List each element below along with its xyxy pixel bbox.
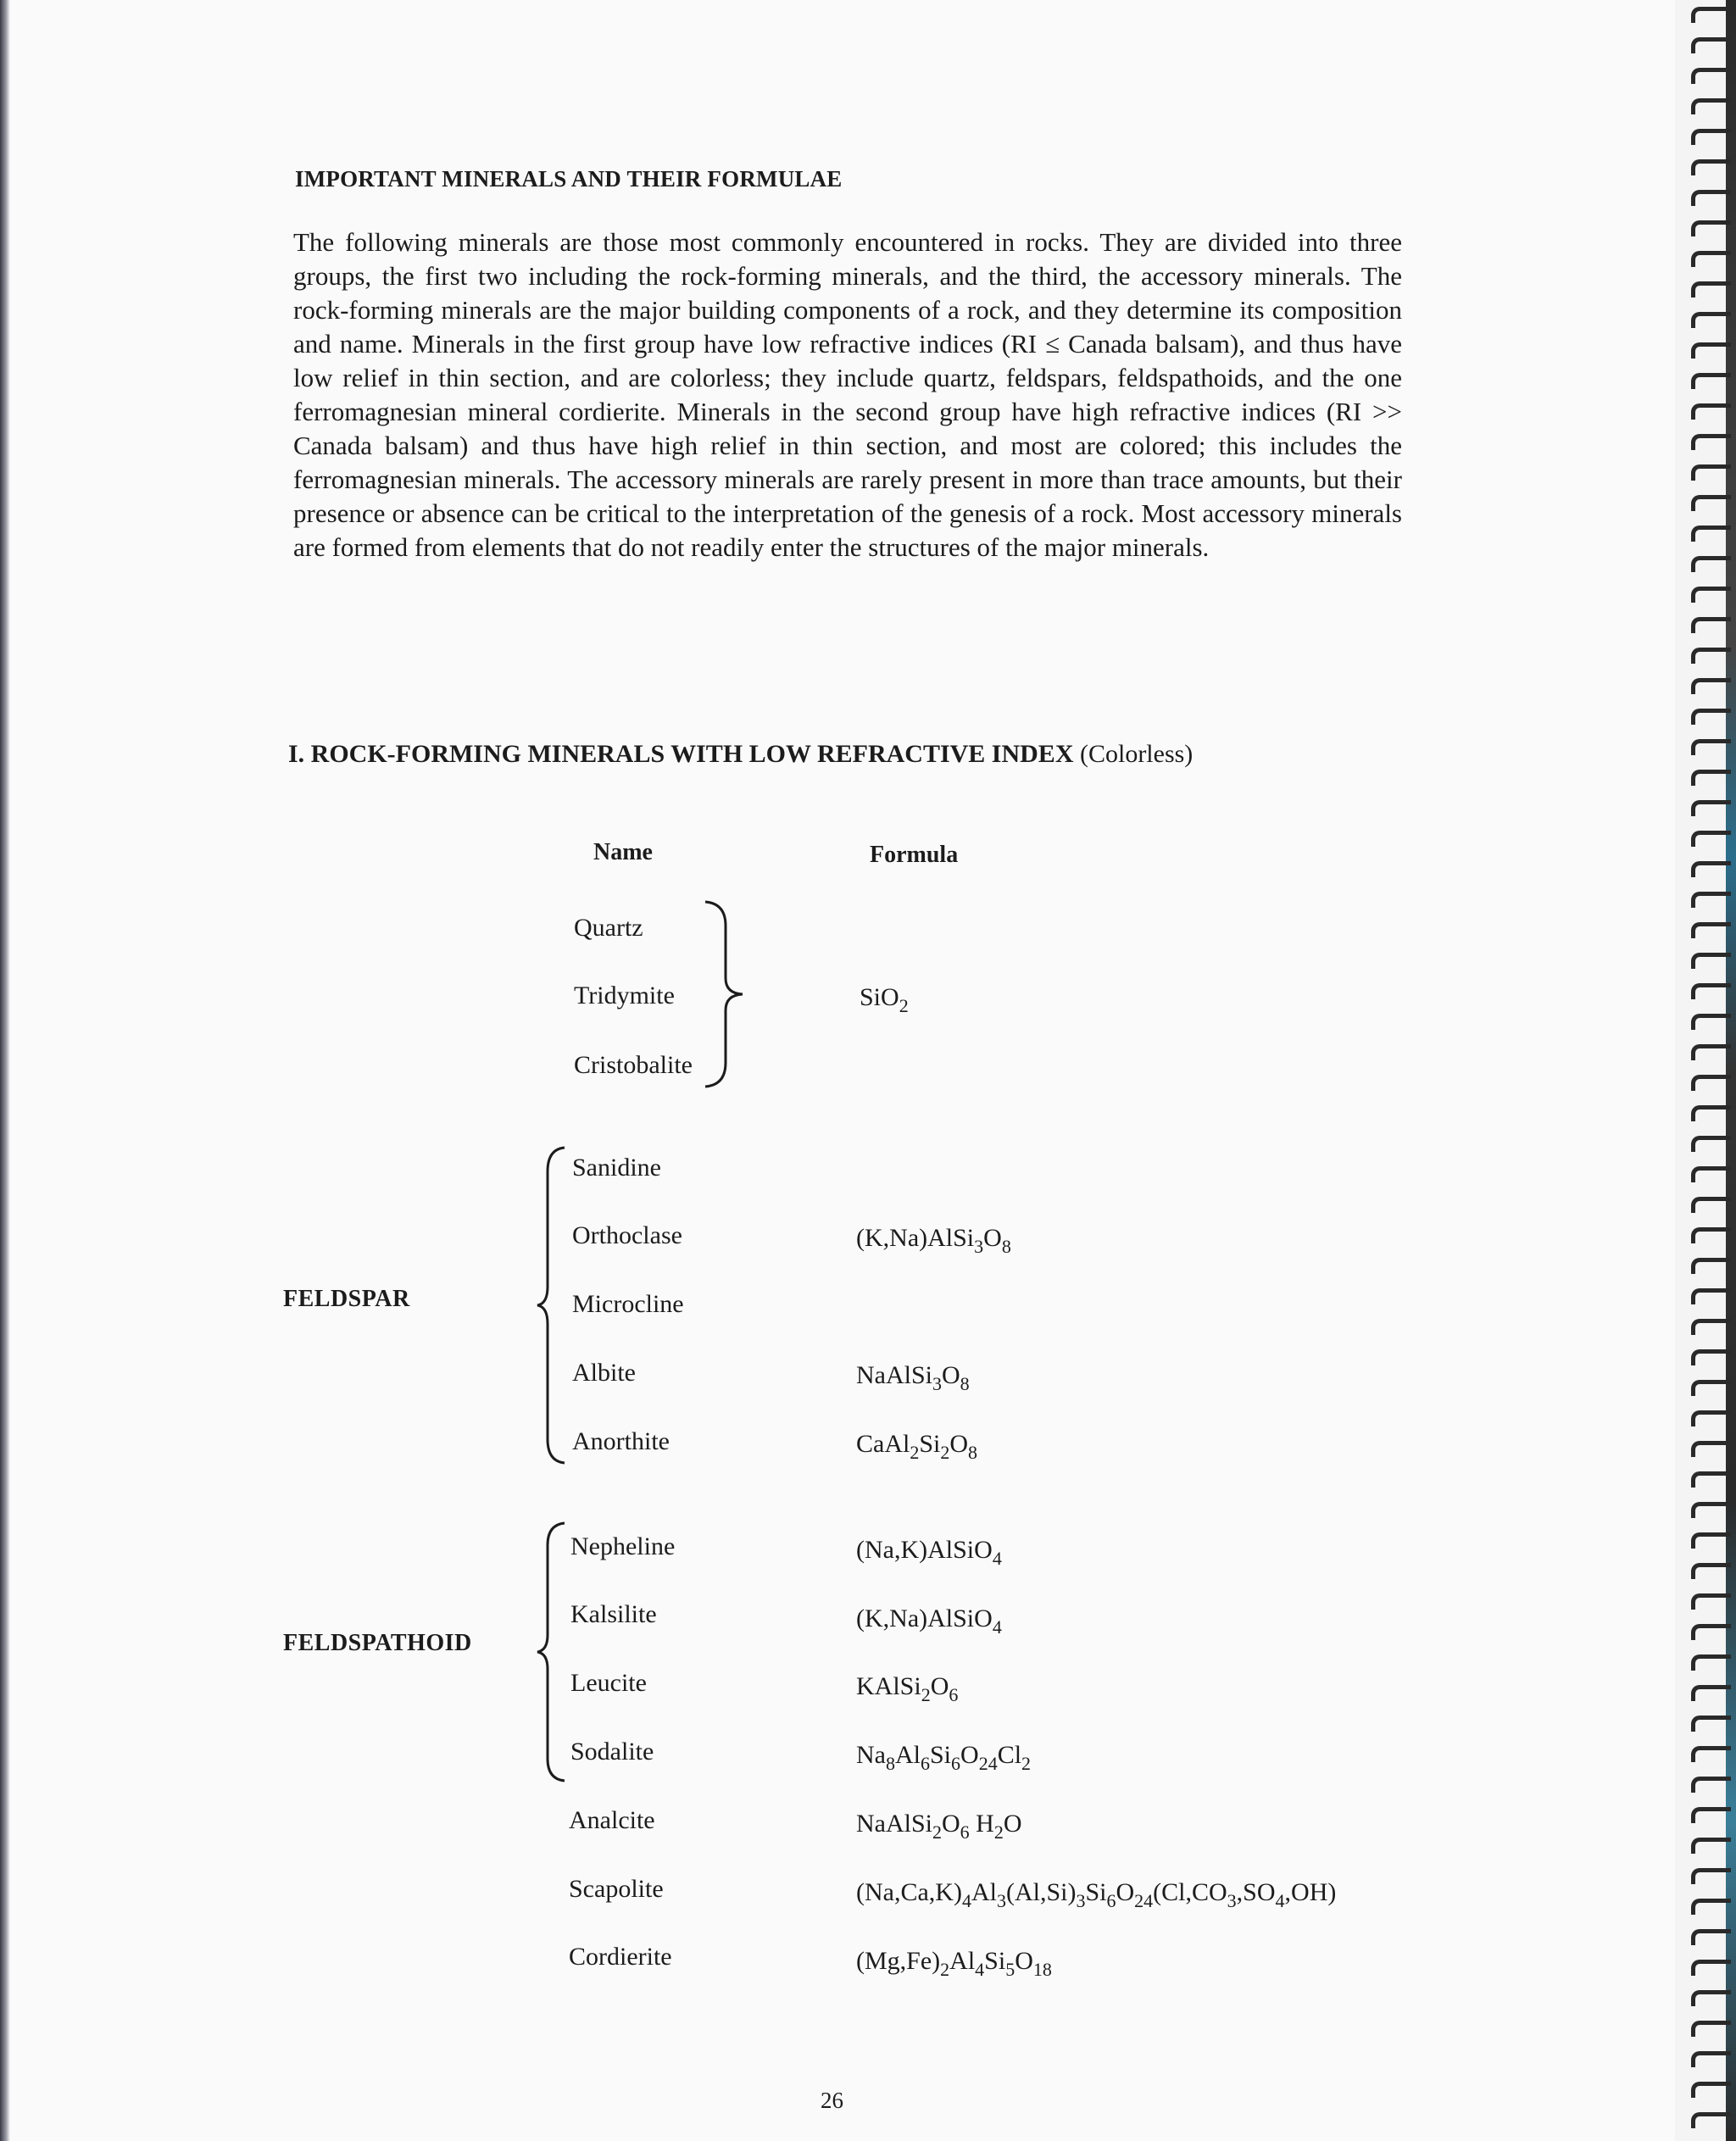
binding-ring xyxy=(1691,1532,1731,1549)
binding-ring xyxy=(1691,831,1731,847)
section-title-note: (Colorless) xyxy=(1079,740,1194,768)
binding-ring xyxy=(1691,2051,1731,2067)
mineral-name: Sanidine xyxy=(572,1154,661,1182)
mineral-formula: $(Na,Ca,K)_4Al_3(Al,Si)_3Si_6O_{24}(Cl,CO_3,SO_4,OH)$ xyxy=(856,1878,1337,1911)
binding-ring xyxy=(1691,1868,1731,1884)
binding-ring xyxy=(1691,1380,1731,1396)
binding-ring xyxy=(1691,1227,1731,1243)
binding-ring xyxy=(1691,587,1731,603)
binding-ring xyxy=(1691,983,1731,999)
binding-ring xyxy=(1691,892,1731,908)
binding-ring xyxy=(1691,312,1731,328)
binding-ring xyxy=(1691,1197,1731,1213)
binding-ring xyxy=(1691,7,1731,23)
section-title xyxy=(288,740,1193,769)
binding-ring xyxy=(1691,190,1731,206)
binding-ring xyxy=(1691,98,1731,114)
binding-ring xyxy=(1691,1105,1731,1121)
feldspathoid-brace-icon xyxy=(534,1521,568,1782)
binding-ring xyxy=(1691,1593,1731,1610)
binding-ring xyxy=(1691,1319,1731,1335)
binding-ring xyxy=(1691,1838,1731,1854)
binding-ring xyxy=(1691,281,1731,298)
mineral-name: Kalsilite xyxy=(570,1600,657,1628)
mineral-formula: (K,Na)AlSiO$_4$ xyxy=(856,1604,1002,1638)
mineral-formula: $NaAlSi_3O_8$ xyxy=(856,1361,970,1394)
mineral-formula: $(K,Na)AlSi_3O_8$ xyxy=(856,1224,1011,1257)
binding-ring xyxy=(1691,648,1731,664)
column-header-name: Name xyxy=(593,839,653,865)
binding-ring xyxy=(1691,2021,1731,2037)
mineral-name: Sodalite xyxy=(570,1738,654,1766)
binding-ring xyxy=(1691,1716,1731,1732)
mineral-formula: (Na,K)AlSiO$_4$ xyxy=(856,1536,1002,1569)
binding-ring xyxy=(1691,68,1731,84)
binding-ring xyxy=(1691,1044,1731,1060)
page-number: 26 xyxy=(821,2088,843,2113)
binding-ring xyxy=(1691,373,1731,389)
column-header-formula: Formula xyxy=(870,842,959,868)
binding-ring xyxy=(1691,1471,1731,1488)
binding-ring xyxy=(1691,861,1731,877)
mineral-formula: $KAlSi_2O_6$ xyxy=(856,1672,959,1705)
spiral-binding xyxy=(1675,0,1736,2141)
binding-ring xyxy=(1691,1349,1731,1365)
binding-ring xyxy=(1691,1502,1731,1518)
mineral-name: Quartz xyxy=(574,914,643,942)
mineral-formula: $NaAlSi_2O_6$ $H_2O$ xyxy=(856,1810,1022,1843)
binding-ring xyxy=(1691,1136,1731,1152)
mineral-formula: SiO$_2$ xyxy=(860,983,909,1016)
binding-ring xyxy=(1691,1288,1731,1304)
mineral-formula: $Na_8Al_6Si_6O_{24}Cl_2$ xyxy=(856,1741,1032,1774)
binding-ring xyxy=(1691,1014,1731,1030)
binding-ring xyxy=(1691,129,1731,145)
binding-ring xyxy=(1691,556,1731,572)
binding-ring xyxy=(1691,1410,1731,1426)
binding-ring xyxy=(1691,526,1731,542)
mineral-name: Cristobalite xyxy=(574,1051,693,1079)
binding-ring xyxy=(1691,953,1731,969)
mineral-name: Microcline xyxy=(572,1290,684,1318)
binding-ring xyxy=(1691,1807,1731,1823)
mineral-name: Analcite xyxy=(569,1806,655,1834)
group-label-feldspar: FELDSPAR xyxy=(283,1286,410,1312)
binding-ring xyxy=(1691,159,1731,175)
binding-ring xyxy=(1691,678,1731,694)
binding-ring xyxy=(1691,1654,1731,1671)
binding-ring xyxy=(1691,1929,1731,1945)
binding-ring xyxy=(1691,464,1731,481)
silica-brace-icon xyxy=(700,900,748,1088)
page-edge-shadow xyxy=(0,0,10,2141)
binding-ring xyxy=(1691,342,1731,359)
mineral-formula: $CaAl_2Si_2O_8$ xyxy=(856,1430,978,1463)
mineral-name: Cordierite xyxy=(569,1943,672,1971)
binding-ring xyxy=(1691,495,1731,511)
mineral-name: Orthoclase xyxy=(572,1221,682,1249)
feldspar-brace-icon xyxy=(534,1146,568,1465)
mineral-formula: $(Mg,Fe)_2Al_4Si_5O_{18}$ xyxy=(856,1947,1052,1980)
binding-ring xyxy=(1691,770,1731,786)
binding-ring xyxy=(1691,1075,1731,1091)
binding-ring xyxy=(1691,1624,1731,1640)
page-heading: IMPORTANT MINERALS AND THEIR FORMULAE xyxy=(295,166,843,192)
binding-ring xyxy=(1691,1990,1731,2006)
binding-ring xyxy=(1691,1258,1731,1274)
mineral-name: Nepheline xyxy=(570,1532,676,1560)
binding-ring xyxy=(1691,1899,1731,1915)
mineral-name: Albite xyxy=(572,1359,636,1387)
mineral-name: Scapolite xyxy=(569,1875,664,1903)
mineral-name: Tridymite xyxy=(574,982,675,1009)
binding-ring xyxy=(1691,1685,1731,1701)
binding-ring xyxy=(1691,1777,1731,1793)
binding-ring xyxy=(1691,800,1731,816)
mineral-name: Anorthite xyxy=(572,1427,670,1455)
binding-ring xyxy=(1691,2112,1731,2128)
intro-paragraph: The following minerals are those most commonly encountered in rocks. They are divided into three groups, the first two including the rock-forming minerals, and the third, the accessory minerals. The rock-forming minerals are the major building components of a rock, and they determine its composition and name. Minerals in the first group have low refractive indices (RI ≤ Canada balsam), and thus have low relief in thin section, and are colorless; they include quartz, feldspars, feldspathoids, and the one ferromagnesian mineral cordierite. Minerals in the second group have high refractive indices (RI >> Canada balsam) and thus have high relief in thin section, and most are colored; this includes the ferromagnesian minerals. The accessory minerals are rarely present in more than trace amounts, but their presence or absence can be critical to the interpretation of the genesis of a rock. Most accessory minerals are formed from elements that do not readily enter the structures of the major minerals. xyxy=(293,227,1402,562)
binding-ring xyxy=(1691,709,1731,725)
binding-ring xyxy=(1691,251,1731,267)
binding-ring xyxy=(1691,1563,1731,1579)
binding-ring xyxy=(1691,922,1731,938)
mineral-name: Leucite xyxy=(570,1669,647,1697)
binding-ring xyxy=(1691,1166,1731,1182)
binding-ring xyxy=(1691,403,1731,420)
binding-ring xyxy=(1691,1746,1731,1762)
binding-ring xyxy=(1691,434,1731,450)
binding-ring xyxy=(1691,617,1731,633)
binding-ring xyxy=(1691,37,1731,53)
binding-ring xyxy=(1691,1960,1731,1976)
binding-ring xyxy=(1691,1441,1731,1457)
binding-ring xyxy=(1691,2082,1731,2098)
binding-ring xyxy=(1691,220,1731,236)
group-label-feldspathoid: FELDSPATHOID xyxy=(283,1630,472,1656)
binding-ring xyxy=(1691,739,1731,755)
section-title-main: I. ROCK-FORMING MINERALS WITH LOW REFRACTIVE INDEX xyxy=(288,740,1074,768)
